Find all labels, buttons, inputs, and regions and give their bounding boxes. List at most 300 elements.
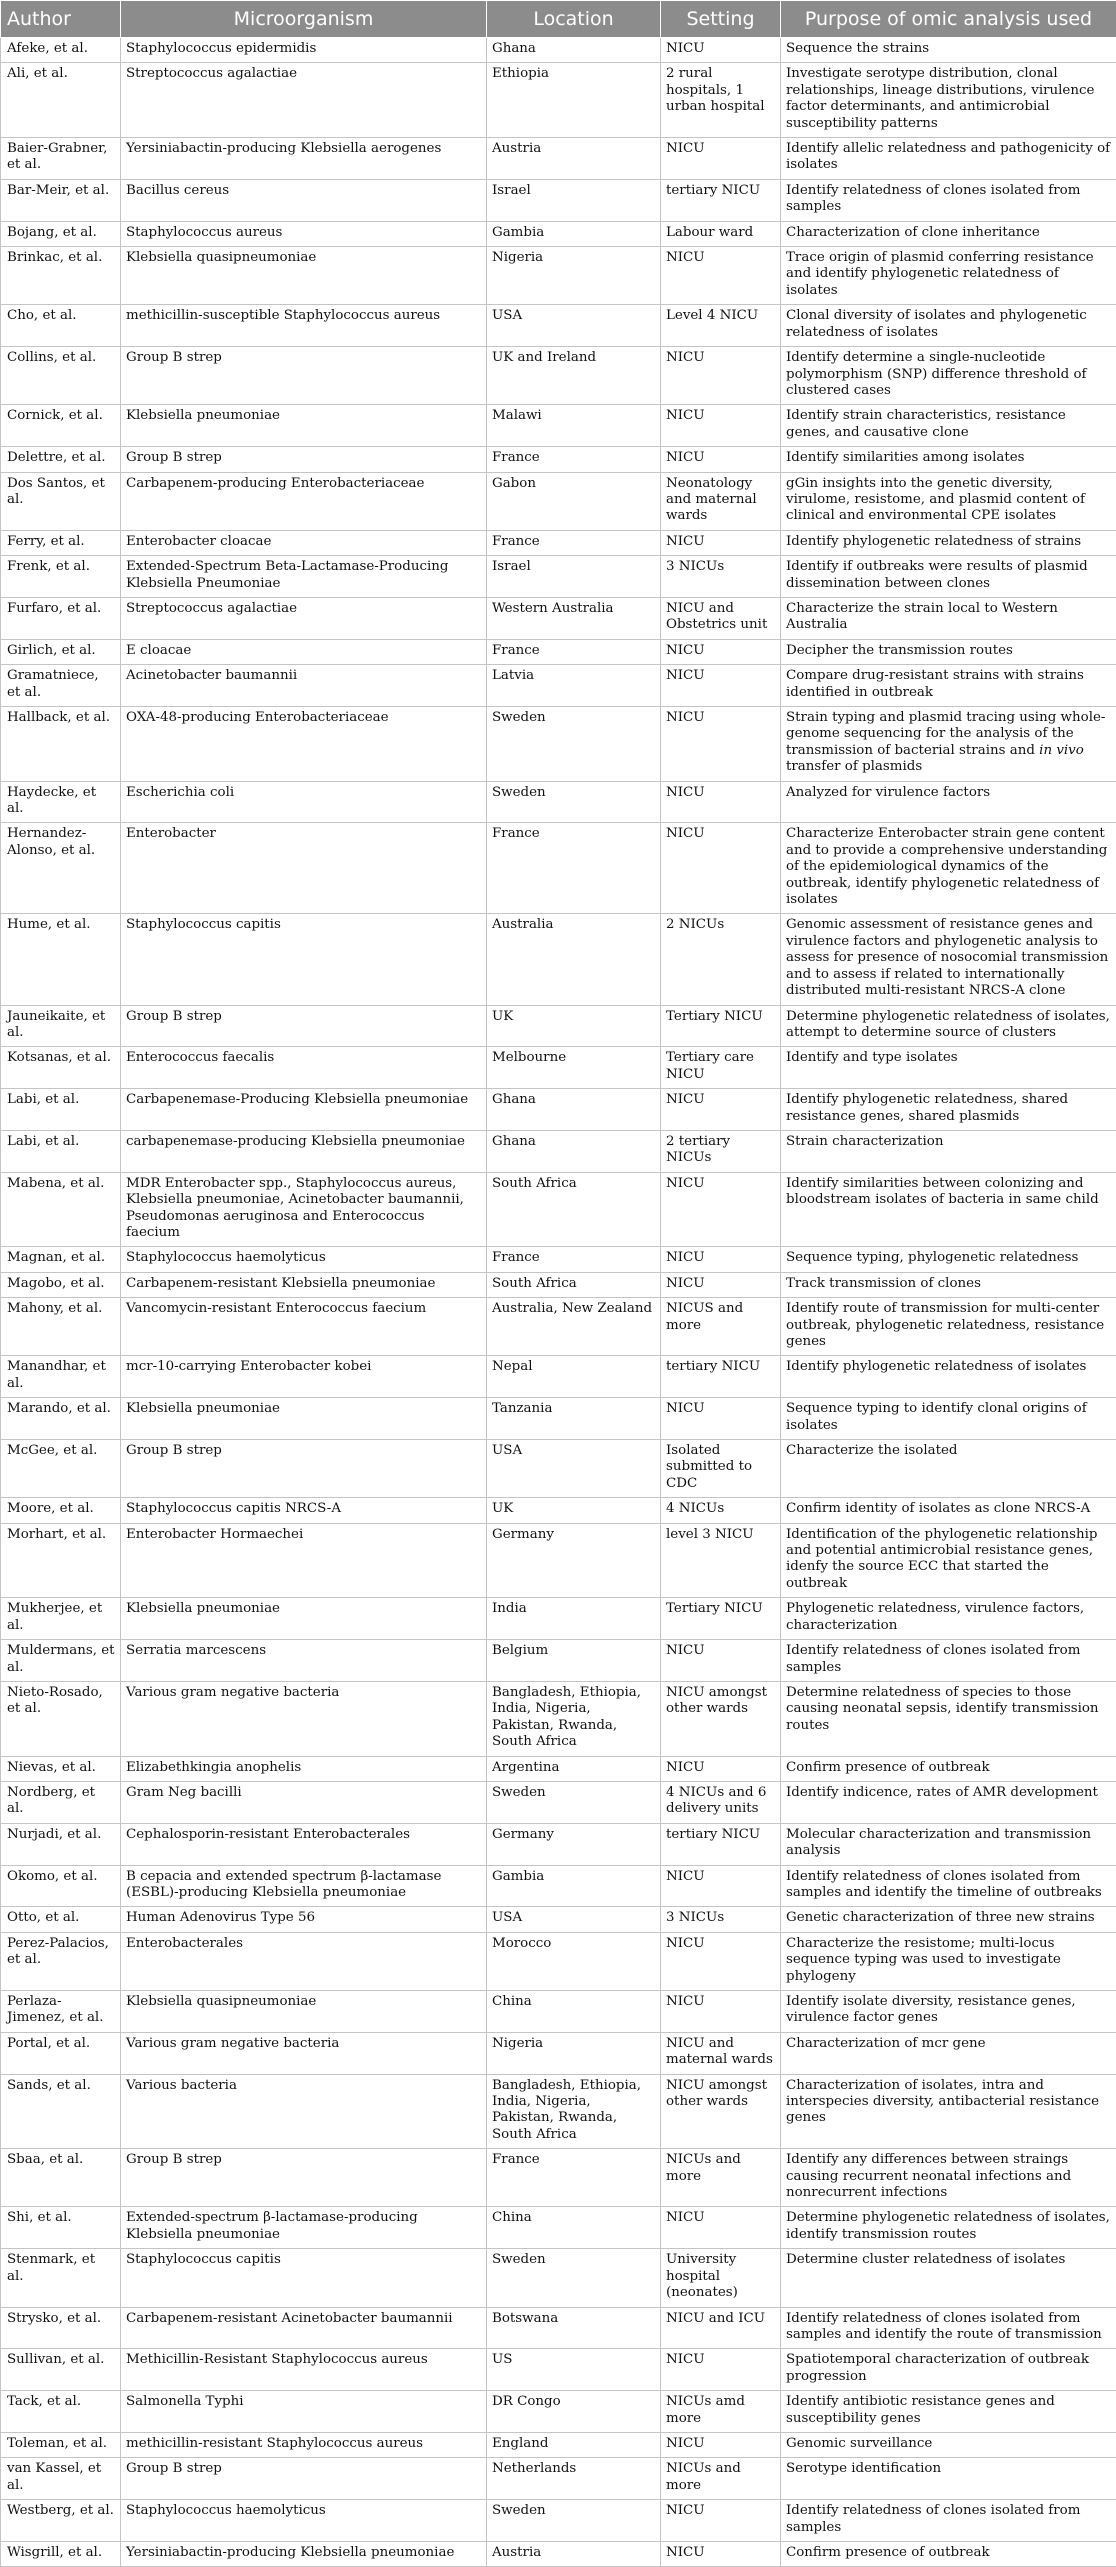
author-cell: Brinkac, et al. [1,247,121,305]
author-cell: Portal, et al. [1,2032,121,2074]
setting-cell: NICU [661,347,781,405]
microorganism-cell: Cephalosporin-resistant Enterobacterales [121,1823,487,1865]
purpose-cell: Genomic surveillance [781,2432,1116,2457]
table-row [1,1272,1116,1297]
microorganism-cell: Staphylococcus capitis [121,2249,487,2307]
location-cell: USA [487,1440,661,1498]
author-cell: Westberg, et al. [1,2500,121,2542]
author-cell: Morhart, et al. [1,1523,121,1598]
table-row [1,1781,1116,1823]
microorganism-cell: Vancomycin-resistant Enterococcus faecium [121,1298,487,1356]
microorganism-cell: Serratia marcescens [121,1640,487,1682]
location-cell: China [487,2207,661,2249]
microorganism-cell: Staphylococcus epidermidis [121,38,487,63]
author-cell: Wisgrill, et al. [1,2541,121,2566]
author-cell: Kotsanas, et al. [1,1047,121,1089]
table-row [1,1440,1116,1498]
purpose-cell: Identify determine a single-nucleotide polymorphism (SNP) difference threshold of clustered cases [781,347,1116,405]
table-row [1,1823,1116,1865]
purpose-cell: Identification of the phylogenetic relationship and potential antimicrobial resistance genes, idenfy the source ECC that started the outbreak [781,1523,1116,1598]
purpose-cell: Identify relatedness of clones isolated from samples [781,179,1116,221]
table-row [1,1907,1116,1932]
author-cell: McGee, et al. [1,1440,121,1498]
setting-cell: NICU [661,1865,781,1907]
microorganism-cell: Acinetobacter baumannii [121,665,487,707]
setting-cell: NICU [661,1172,781,1247]
purpose-cell: Determine cluster relatedness of isolates [781,2249,1116,2307]
purpose-cell: Phylogenetic relatedness, virulence factors, characterization [781,1598,1116,1640]
setting-cell: NICUs and more [661,2458,781,2500]
location-cell: France [487,447,661,472]
location-cell: DR Congo [487,2391,661,2433]
table-row [1,914,1116,1005]
microorganism-cell: Klebsiella quasipneumoniae [121,1991,487,2033]
microorganism-cell: Enterobacter cloacae [121,530,487,555]
setting-cell: Neonatology and maternal wards [661,472,781,530]
location-cell: Australia [487,914,661,1005]
author-cell: Nieto-Rosado, et al. [1,1681,121,1756]
location-cell: US [487,2349,661,2391]
location-cell: England [487,2432,661,2457]
microorganism-cell: Klebsiella pneumoniae [121,405,487,447]
table-row [1,2458,1116,2500]
header-setting: Setting [661,1,781,38]
author-cell: Mabena, et al. [1,1172,121,1247]
purpose-cell: Molecular characterization and transmission analysis [781,1823,1116,1865]
location-cell: Israel [487,179,661,221]
purpose-cell: Identify similarities between colonizing and bloodstream isolates of bacteria in same child [781,1172,1116,1247]
location-cell: Nigeria [487,247,661,305]
microorganism-cell: Methicillin-Resistant Staphylococcus aureus [121,2349,487,2391]
setting-cell: NICU [661,781,781,823]
header-location: Location [487,1,661,38]
purpose-cell: Identify relatedness of clones isolated from samples and identify the timeline of outbreaks [781,1865,1116,1907]
location-cell: UK [487,1005,661,1047]
table-row [1,781,1116,823]
location-cell: Argentina [487,1756,661,1781]
location-cell: France [487,1247,661,1272]
author-cell: Perlaza-Jimenez, et al. [1,1991,121,2033]
location-cell: Ethiopia [487,63,661,138]
purpose-cell: Identify phylogenetic relatedness of strains [781,530,1116,555]
table-row [1,1598,1116,1640]
location-cell: Nepal [487,1356,661,1398]
setting-cell: NICU [661,2349,781,2391]
table-row [1,556,1116,598]
author-cell: Magnan, et al. [1,1247,121,1272]
table-row [1,347,1116,405]
header-row [1,1,1116,38]
setting-cell: tertiary NICU [661,179,781,221]
microorganism-cell: Yersiniabactin-producing Klebsiella aerogenes [121,138,487,180]
purpose-cell: Characterization of isolates, intra and interspecies diversity, antibacterial resistance genes [781,2074,1116,2149]
table-row [1,1130,1116,1172]
microorganism-cell: Carbapenem-resistant Klebsiella pneumoniae [121,1272,487,1297]
location-cell: USA [487,305,661,347]
setting-cell: NICU [661,665,781,707]
table-row [1,1865,1116,1907]
author-cell: Ali, et al. [1,63,121,138]
setting-cell: NICU and ICU [661,2307,781,2349]
microorganism-cell: Group B strep [121,347,487,405]
microorganism-cell: mcr-10-carrying Enterobacter kobei [121,1356,487,1398]
table-row [1,2432,1116,2457]
microorganism-cell: Extended-Spectrum Beta-Lactamase-Producing Klebsiella Pneumoniae [121,556,487,598]
microorganism-cell: B cepacia and extended spectrum β-lactamase (ESBL)-producing Klebsiella pneumoniae [121,1865,487,1907]
purpose-cell: Confirm identity of isolates as clone NRCS-A [781,1498,1116,1523]
location-cell: Netherlands [487,2458,661,2500]
table-row [1,2149,1116,2207]
microorganism-cell: Klebsiella pneumoniae [121,1398,487,1440]
setting-cell: NICU [661,247,781,305]
location-cell: Malawi [487,405,661,447]
microorganism-cell: Staphylococcus haemolyticus [121,2500,487,2542]
purpose-cell: Identify allelic relatedness and pathogenicity of isolates [781,138,1116,180]
purpose-cell: Identify and type isolates [781,1047,1116,1089]
microorganism-cell: Staphylococcus capitis [121,914,487,1005]
purpose-cell: Characterize the strain local to Western Australia [781,597,1116,639]
table-row [1,1523,1116,1598]
location-cell: France [487,530,661,555]
location-cell: Morocco [487,1932,661,1990]
author-cell: Gramatniece, et al. [1,665,121,707]
setting-cell: NICU [661,2500,781,2542]
purpose-cell: Characterize Enterobacter strain gene content and to provide a comprehensive understanding of the epidemiological dynamics of the outbreak, identify phylogenetic relatedness of isolates [781,823,1116,914]
purpose-cell: Genomic assessment of resistance genes and virulence factors and phylogenetic analysis to assess for presence of nosocomial transmission and to assess if related to internationally distributed multi-resistant NRCS-A clone [781,914,1116,1005]
purpose-cell: Determine relatedness of species to those causing neonatal sepsis, identify transmission routes [781,1681,1116,1756]
setting-cell: NICU [661,1991,781,2033]
microorganism-cell: Carbapenem-resistant Acinetobacter baumannii [121,2307,487,2349]
microorganism-cell: Enterobacter [121,823,487,914]
location-cell: Gabon [487,472,661,530]
purpose-cell: Identify phylogenetic relatedness of isolates [781,1356,1116,1398]
location-cell: Ghana [487,1089,661,1131]
setting-cell: NICU [661,2432,781,2457]
purpose-cell: Strain typing and plasmid tracing using whole-genome sequencing for the analysis of the transmission of bacterial strains and in vivo transfer of plasmids [781,707,1116,782]
setting-cell: NICUs and more [661,2149,781,2207]
setting-cell: NICU [661,1932,781,1990]
location-cell: France [487,639,661,664]
table-row [1,247,1116,305]
location-cell: Israel [487,556,661,598]
table-body [1,38,1116,2567]
setting-cell: 3 NICUs [661,556,781,598]
microorganism-cell: methicillin-susceptible Staphylococcus aureus [121,305,487,347]
location-cell: Latvia [487,665,661,707]
author-cell: Tack, et al. [1,2391,121,2433]
table-row [1,1681,1116,1756]
purpose-cell: Identify indicence, rates of AMR development [781,1781,1116,1823]
microorganism-cell: Carbapenem-producing Enterobacteriaceae [121,472,487,530]
setting-cell: NICU [661,823,781,914]
table-row [1,1005,1116,1047]
author-cell: Marando, et al. [1,1398,121,1440]
location-cell: USA [487,1907,661,1932]
setting-cell: 3 NICUs [661,1907,781,1932]
table-row [1,1047,1116,1089]
purpose-cell: Sequence the strains [781,38,1116,63]
purpose-cell: Compare drug-resistant strains with strains identified in outbreak [781,665,1116,707]
author-cell: Manandhar, et al. [1,1356,121,1398]
purpose-cell: Identify similarities among isolates [781,447,1116,472]
location-cell: Belgium [487,1640,661,1682]
location-cell: Botswana [487,2307,661,2349]
location-cell: Germany [487,1823,661,1865]
table-row [1,1932,1116,1990]
table-row [1,1172,1116,1247]
table-row [1,639,1116,664]
header-author: Author [1,1,121,38]
purpose-cell: Track transmission of clones [781,1272,1116,1297]
microorganism-cell: Salmonella Typhi [121,2391,487,2433]
setting-cell: 2 rural hospitals, 1 urban hospital [661,63,781,138]
setting-cell: Isolated submitted to CDC [661,1440,781,1498]
location-cell: Germany [487,1523,661,1598]
author-cell: Hernandez-Alonso, et al. [1,823,121,914]
location-cell: Nigeria [487,2032,661,2074]
purpose-cell: gGin insights into the genetic diversity, virulome, resistome, and plasmid content of clinical and environmental CPE isolates [781,472,1116,530]
purpose-cell: Determine phylogenetic relatedness of isolates, attempt to determine source of clusters [781,1005,1116,1047]
table-row [1,179,1116,221]
author-cell: Shi, et al. [1,2207,121,2249]
purpose-cell: Spatiotemporal characterization of outbreak progression [781,2349,1116,2391]
table-row [1,2032,1116,2074]
author-cell: Girlich, et al. [1,639,121,664]
purpose-cell: Confirm presence of outbreak [781,2541,1116,2566]
location-cell: UK and Ireland [487,347,661,405]
purpose-cell: Sequence typing, phylogenetic relatedness [781,1247,1116,1272]
setting-cell: NICU [661,1247,781,1272]
table-row [1,1640,1116,1682]
location-cell: South Africa [487,1172,661,1247]
microorganism-cell: Group B strep [121,1440,487,1498]
table-row [1,1298,1116,1356]
table-row [1,1398,1116,1440]
microorganism-cell: Group B strep [121,2149,487,2207]
table-row [1,405,1116,447]
table-header [1,1,1116,38]
table-row [1,2500,1116,2542]
table-row [1,597,1116,639]
author-cell: Mahony, et al. [1,1298,121,1356]
purpose-cell: Identify isolate diversity, resistance genes, virulence factor genes [781,1991,1116,2033]
setting-cell: NICU and maternal wards [661,2032,781,2074]
author-cell: van Kassel, et al. [1,2458,121,2500]
location-cell: Gambia [487,1865,661,1907]
location-cell: India [487,1598,661,1640]
author-cell: Haydecke, et al. [1,781,121,823]
setting-cell: NICU [661,707,781,782]
microorganism-cell: Carbapenemase-Producing Klebsiella pneumoniae [121,1089,487,1131]
location-cell: Bangladesh, Ethiopia, India, Nigeria, Pakistan, Rwanda, South Africa [487,2074,661,2149]
microorganism-cell: methicillin-resistant Staphylococcus aureus [121,2432,487,2457]
microorganism-cell: Elizabethkingia anophelis [121,1756,487,1781]
table-row [1,2307,1116,2349]
author-cell: Toleman, et al. [1,2432,121,2457]
microorganism-cell: Klebsiella pneumoniae [121,1598,487,1640]
author-cell: Sbaa, et al. [1,2149,121,2207]
author-cell: Magobo, et al. [1,1272,121,1297]
author-cell: Bar-Meir, et al. [1,179,121,221]
table-row [1,707,1116,782]
purpose-cell: Characterize the resistome; multi-locus sequence typing was used to investigate phylogeny [781,1932,1116,1990]
setting-cell: NICU [661,1272,781,1297]
table-row [1,472,1116,530]
author-cell: Cornick, et al. [1,405,121,447]
author-cell: Dos Santos, et al. [1,472,121,530]
purpose-cell: Genetic characterization of three new strains [781,1907,1116,1932]
table-row [1,447,1116,472]
purpose-cell: Determine phylogenetic relatedness of isolates, identify transmission routes [781,2207,1116,2249]
author-cell: Furfaro, et al. [1,597,121,639]
microorganism-cell: OXA-48-producing Enterobacteriaceae [121,707,487,782]
microorganism-cell: Various bacteria [121,2074,487,2149]
table-row [1,2074,1116,2149]
setting-cell: NICU [661,1640,781,1682]
purpose-cell: Identify strain characteristics, resistance genes, and causative clone [781,405,1116,447]
location-cell: Australia, New Zealand [487,1298,661,1356]
setting-cell: NICU amongst other wards [661,1681,781,1756]
setting-cell: NICU [661,447,781,472]
author-cell: Delettre, et al. [1,447,121,472]
location-cell: Gambia [487,221,661,246]
author-cell: Perez-Palacios, et al. [1,1932,121,1990]
setting-cell: NICU [661,2207,781,2249]
author-cell: Collins, et al. [1,347,121,405]
setting-cell: NICU [661,405,781,447]
microorganism-cell: Yersiniabactin-producing Klebsiella pneumoniae [121,2541,487,2566]
purpose-cell: Identify route of transmission for multi-center outbreak, phylogenetic relatedness, resistance genes [781,1298,1116,1356]
location-cell: Ghana [487,38,661,63]
location-cell: South Africa [487,1272,661,1297]
author-cell: Labi, et al. [1,1089,121,1131]
table-row [1,1498,1116,1523]
location-cell: France [487,2149,661,2207]
setting-cell: Tertiary care NICU [661,1047,781,1089]
purpose-cell: Characterization of clone inheritance [781,221,1116,246]
microorganism-cell: MDR Enterobacter spp., Staphylococcus aureus, Klebsiella pneumoniae, Acinetobacter baumannii, Pseudomonas aeruginosa and Enterococcus faecium [121,1172,487,1247]
location-cell: France [487,823,661,914]
author-cell: Nievas, et al. [1,1756,121,1781]
table-row [1,38,1116,63]
setting-cell: Tertiary NICU [661,1598,781,1640]
author-cell: Jauneikaite, et al. [1,1005,121,1047]
header-purpose: Purpose of omic analysis used [781,1,1116,38]
location-cell: Sweden [487,2249,661,2307]
location-cell: Bangladesh, Ethiopia, India, Nigeria, Pakistan, Rwanda, South Africa [487,1681,661,1756]
author-cell: Hallback, et al. [1,707,121,782]
setting-cell: 2 tertiary NICUs [661,1130,781,1172]
table-row [1,530,1116,555]
author-cell: Bojang, et al. [1,221,121,246]
location-cell: Austria [487,2541,661,2566]
microorganism-cell: Staphylococcus aureus [121,221,487,246]
table-row [1,1991,1116,2033]
table-row [1,665,1116,707]
author-cell: Strysko, et al. [1,2307,121,2349]
table-row [1,1356,1116,1398]
table-row [1,2249,1116,2307]
purpose-cell: Characterization of mcr gene [781,2032,1116,2074]
table-row [1,138,1116,180]
location-cell: Tanzania [487,1398,661,1440]
purpose-cell: Confirm presence of outbreak [781,1756,1116,1781]
setting-cell: NICU [661,1089,781,1131]
microorganism-cell: Escherichia coli [121,781,487,823]
location-cell: Western Australia [487,597,661,639]
author-cell: Moore, et al. [1,1498,121,1523]
setting-cell: NICU [661,1398,781,1440]
microorganism-cell: Group B strep [121,447,487,472]
setting-cell: NICU amongst other wards [661,2074,781,2149]
location-cell: Sweden [487,781,661,823]
setting-cell: tertiary NICU [661,1356,781,1398]
purpose-cell: Characterize the isolated [781,1440,1116,1498]
purpose-cell: Identify relatedness of clones isolated from samples [781,1640,1116,1682]
microorganism-cell: Bacillus cereus [121,179,487,221]
microorganism-cell: carbapenemase-producing Klebsiella pneumoniae [121,1130,487,1172]
setting-cell: NICUS and more [661,1298,781,1356]
purpose-cell: Clonal diversity of isolates and phylogenetic relatedness of isolates [781,305,1116,347]
purpose-cell: Strain characterization [781,1130,1116,1172]
location-cell: Melbourne [487,1047,661,1089]
microorganism-cell: Staphylococcus haemolyticus [121,1247,487,1272]
author-cell: Labi, et al. [1,1130,121,1172]
table-row [1,823,1116,914]
table-row [1,1089,1116,1131]
author-cell: Muldermans, et al. [1,1640,121,1682]
microorganism-cell: Enterobacter Hormaechei [121,1523,487,1598]
microorganism-cell: Enterobacterales [121,1932,487,1990]
author-cell: Ferry, et al. [1,530,121,555]
table-row [1,1756,1116,1781]
location-cell: Sweden [487,2500,661,2542]
author-cell: Sands, et al. [1,2074,121,2149]
microorganism-cell: Staphylococcus capitis NRCS-A [121,1498,487,1523]
microorganism-cell: Extended-spectrum β-lactamase-producing Klebsiella pneumoniae [121,2207,487,2249]
author-cell: Nurjadi, et al. [1,1823,121,1865]
setting-cell: 4 NICUs [661,1498,781,1523]
purpose-cell: Serotype identification [781,2458,1116,2500]
setting-cell: 4 NICUs and 6 delivery units [661,1781,781,1823]
table-row [1,221,1116,246]
microorganism-cell: Group B strep [121,2458,487,2500]
setting-cell: NICU [661,1756,781,1781]
setting-cell: level 3 NICU [661,1523,781,1598]
microorganism-cell: E cloacae [121,639,487,664]
purpose-cell: Identify any differences between straings causing recurrent neonatal infections and nonrecurrent infections [781,2149,1116,2207]
purpose-cell: Sequence typing to identify clonal origins of isolates [781,1398,1116,1440]
location-cell: Austria [487,138,661,180]
setting-cell: NICU [661,639,781,664]
microorganism-cell: Enterococcus faecalis [121,1047,487,1089]
author-cell: Frenk, et al. [1,556,121,598]
table-row [1,2391,1116,2433]
purpose-cell: Identify if outbreaks were results of plasmid dissemination between clones [781,556,1116,598]
header-microorganism: Microorganism [121,1,487,38]
purpose-cell: Investigate serotype distribution, clonal relationships, lineage distributions, virulence factor determinants, and antimicrobial susceptibility patterns [781,63,1116,138]
table-row [1,2541,1116,2566]
author-cell: Otto, et al. [1,1907,121,1932]
setting-cell: NICU [661,38,781,63]
author-cell: Hume, et al. [1,914,121,1005]
setting-cell: NICU [661,138,781,180]
setting-cell: NICUs amd more [661,2391,781,2433]
setting-cell: NICU [661,530,781,555]
location-cell: Sweden [487,1781,661,1823]
purpose-cell: Identify antibiotic resistance genes and susceptibility genes [781,2391,1116,2433]
purpose-cell: Identify relatedness of clones isolated from samples and identify the route of transmission [781,2307,1116,2349]
